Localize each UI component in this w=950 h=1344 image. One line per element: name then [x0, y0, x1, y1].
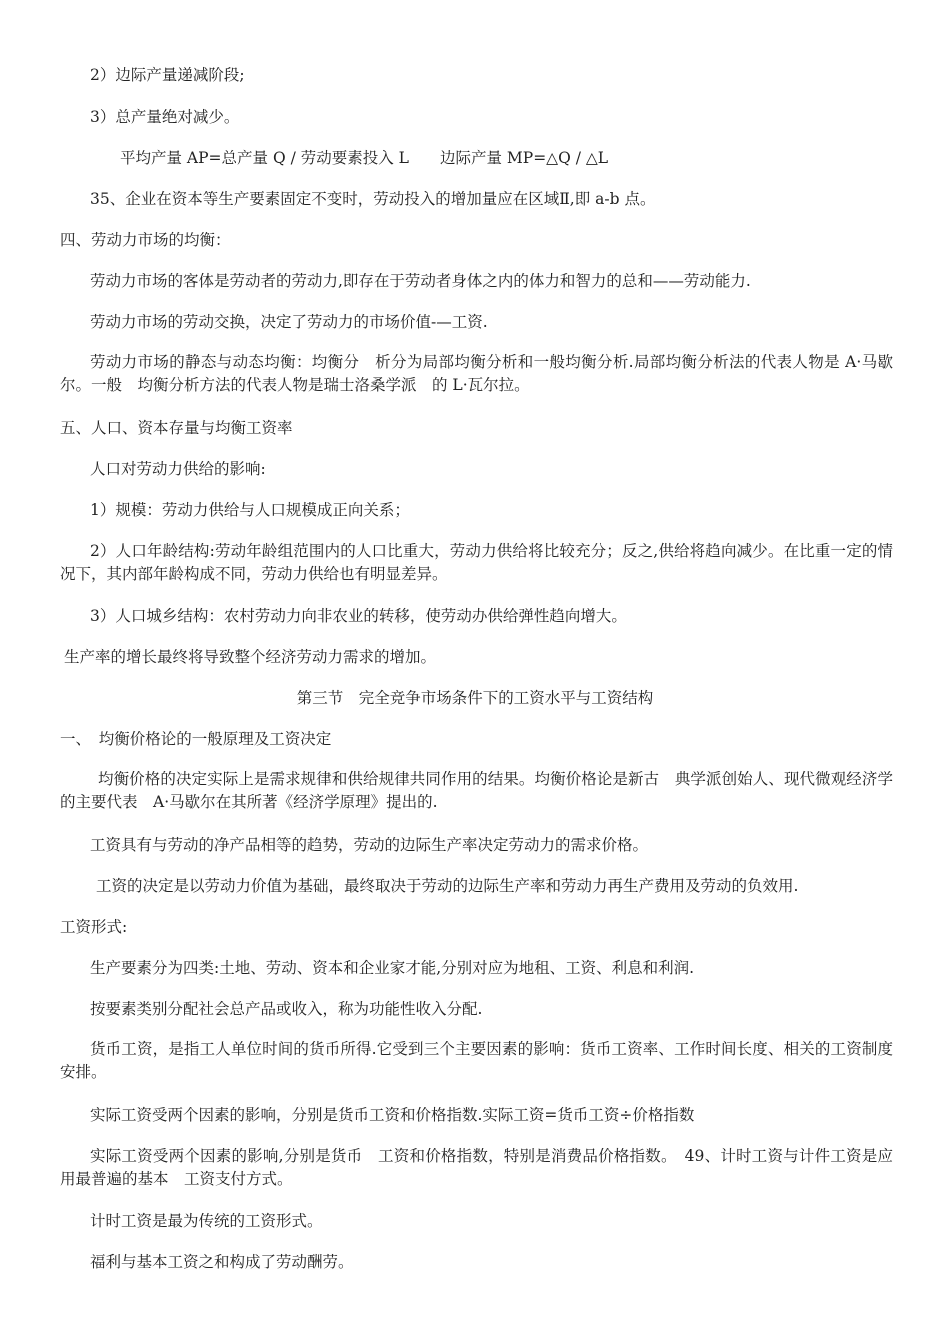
paragraph-market-equilibrium: 劳动力市场的静态与动态均衡：均衡分 析分为局部均衡分析和一般均衡分析.局部均衡分析法的代表人物是 A·马歇尔。一般 均衡分析方法的代表人物是瑞士洛桑学派 的 L·瓦尔拉。 [60, 353, 893, 394]
paragraph-wage-tendency: 工资具有与劳动的净产品相等的趋势，劳动的边际生产率决定劳动力的需求价格。 [90, 836, 649, 854]
section-heading-4: 四、劳动力市场的均衡： [60, 231, 231, 249]
paragraph-item-35: 35、企业在资本等生产要素固定不变时，劳动投入的增加量应在区域Ⅱ,即 a-b 点。 [90, 190, 656, 208]
paragraph-stage-2: 2）边际产量递减阶段; [90, 66, 245, 84]
section-title-3: 第三节 完全竞争市场条件下的工资水平与工资结构 [296, 689, 654, 707]
paragraph-age-structure: 2）人口年龄结构:劳动年龄组范围内的人口比重大，劳动力供给将比较充分；反之,供给将趋向减少。在比重一定的情况下，其内部年龄构成不同，劳动力供给也有明显差异。 [60, 542, 893, 583]
paragraph-market-object: 劳动力市场的客体是劳动者的劳动力,即存在于劳动者身体之内的体力和智力的总和——劳动能力. [90, 272, 751, 290]
paragraph-urban-rural: 3）人口城乡结构：农村劳动力向非农业的转移，使劳动办供给弹性趋向增大。 [90, 607, 627, 625]
paragraph-real-wage-factors: 实际工资受两个因素的影响,分别是货币 工资和价格指数，特别是消费品价格指数。 49、计时工资与计件工资是应用最普遍的基本 工资支付方式。 [60, 1147, 893, 1188]
paragraph-welfare: 福利与基本工资之和构成了劳动酬劳。 [90, 1253, 354, 1271]
paragraph-wage-determination: 工资的决定是以劳动力价值为基础，最终取决于劳动的边际生产率和劳动力再生产费用及劳动的负效用. [96, 877, 799, 895]
paragraph-scale: 1）规模：劳动力供给与人口规模成正向关系； [90, 501, 410, 519]
paragraph-population-impact: 人口对劳动力供给的影响: [90, 460, 266, 478]
paragraph-production-factors: 生产要素分为四类:土地、劳动、资本和企业家才能,分别对应为地租、工资、利息和利润. [90, 959, 695, 977]
paragraph-formulas: 平均产量 AP=总产量 Q / 劳动要素投入 L 边际产量 MP=△Q / △L [120, 149, 609, 167]
paragraph-functional-distribution: 按要素类别分配社会总产品或收入，称为功能性收入分配. [90, 1000, 483, 1018]
paragraph-money-wage: 货币工资，是指工人单位时间的货币所得.它受到三个主要因素的影响：货币工资率、工作时间长度、相关的工资制度安排。 [60, 1040, 893, 1081]
paragraph-time-wage: 计时工资是最为传统的工资形式。 [90, 1212, 323, 1230]
paragraph-equilibrium-price: 均衡价格的决定实际上是需求规律和供给规律共同作用的结果。均衡价格论是新古 典学派创始人、现代微观经济学的主要代表 A·马歇尔在其所著《经济学原理》提出的. [60, 770, 893, 811]
section-heading-5: 五、人口、资本存量与均衡工资率 [60, 419, 293, 437]
paragraph-wage-forms: 工资形式: [60, 918, 128, 936]
paragraph-real-wage-formula: 实际工资受两个因素的影响，分别是货币工资和价格指数.实际工资=货币工资÷价格指数 [90, 1106, 695, 1124]
paragraph-stage-3: 3）总产量绝对减少。 [90, 108, 240, 126]
paragraph-market-exchange: 劳动力市场的劳动交换，决定了劳动力的市场价值-—工资. [90, 313, 488, 331]
section-heading-1: 一、 均衡价格论的一般原理及工资决定 [60, 730, 332, 748]
paragraph-productivity: 生产率的增长最终将导致整个经济劳动力需求的增加。 [64, 648, 437, 666]
